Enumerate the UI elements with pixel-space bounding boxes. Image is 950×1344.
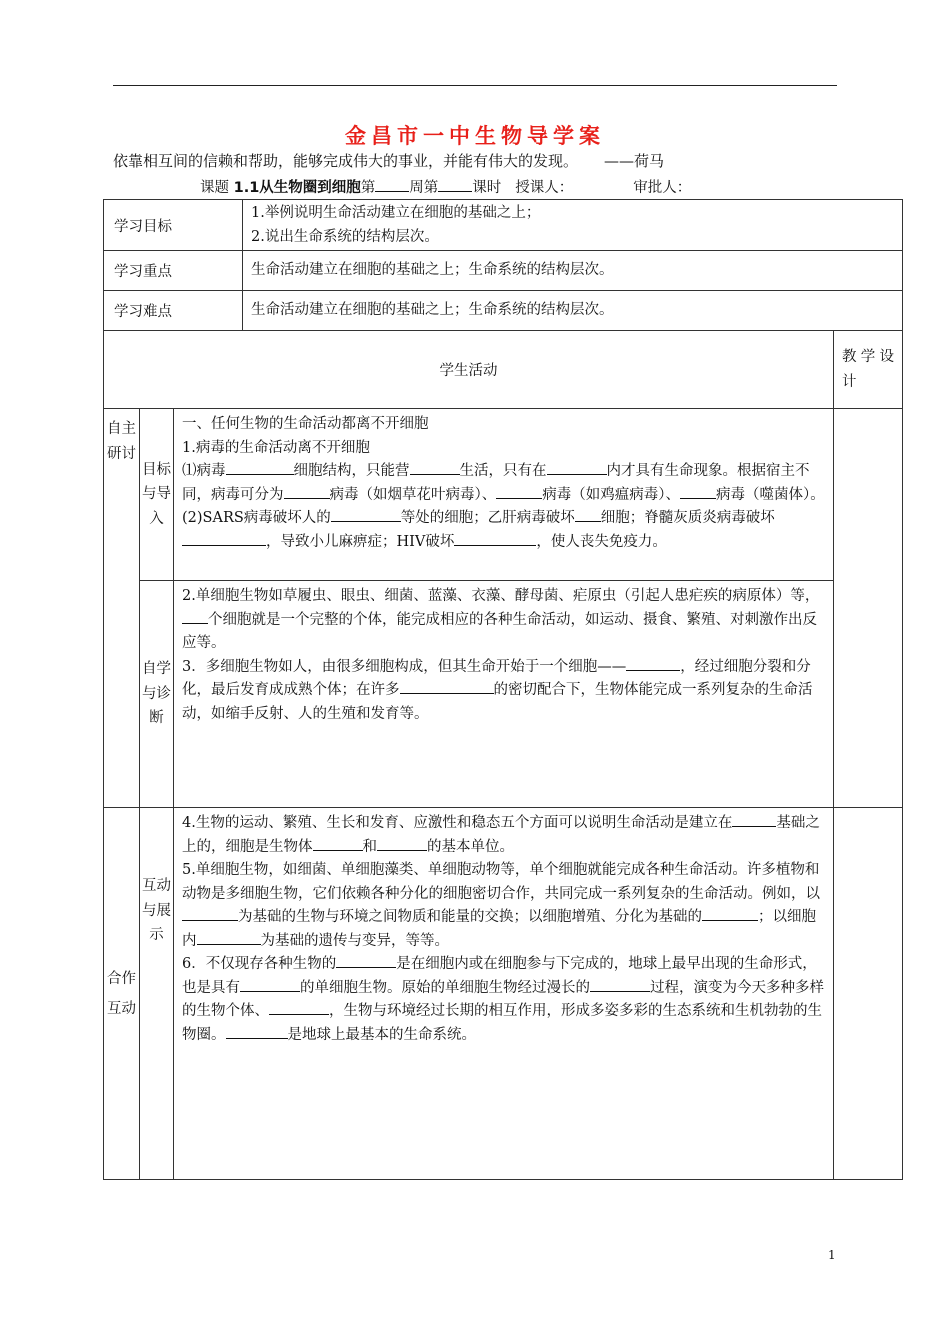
motto-text: 依靠相互间的信赖和帮助，能够完成伟大的事业，并能有伟大的发现。: [113, 152, 579, 170]
goal-content: [243, 200, 903, 251]
lesson-title: 1.1从生物圈到细胞: [233, 180, 361, 196]
q1-blank-3[interactable]: [547, 460, 607, 475]
week-prefix: 第: [360, 180, 376, 196]
section1-row-b: [104, 581, 903, 808]
section2-content: [174, 808, 834, 1180]
q2-text-e: ，使人丧失免疫力。: [536, 533, 667, 550]
q2-text-b: 等处的细胞；乙肝病毒破坏: [400, 510, 575, 526]
motto-author: ——荷马: [604, 152, 665, 170]
student-activity-header: 学生活动: [104, 331, 834, 409]
teacher-label: 授课人：: [515, 180, 574, 196]
goal-row: [104, 200, 903, 251]
q7-blank-2[interactable]: [240, 977, 300, 992]
goal-label: 学习目标: [104, 200, 243, 251]
lesson-info-line: [200, 176, 691, 197]
q7-blank-1[interactable]: [336, 953, 396, 968]
subject-prefix: 课题: [200, 180, 229, 196]
q6-blank-1[interactable]: [182, 906, 238, 921]
section1-content-b: [174, 581, 834, 808]
section1-row-a: [104, 409, 903, 581]
q7-text-e: ，生物与环境经过长期的相互作用，形成多姿多彩的生态系统和生机勃勃的生物圈。: [182, 1003, 822, 1043]
key-content: 生命活动建立在细胞的基础之上；生命系统的结构层次。: [243, 251, 903, 291]
q7-text-d: 过程，演变为今天多种多样的生物个体、: [182, 979, 824, 1019]
teaching-design-header: 教学设计: [834, 331, 903, 409]
q2-blank-1[interactable]: [331, 507, 401, 522]
approver-label: 审批人：: [633, 180, 692, 196]
q6-text-c: ；以细胞内: [182, 909, 816, 949]
q7-blank-5[interactable]: [226, 1024, 288, 1039]
section2-row: [104, 808, 903, 1180]
section2-design-cell[interactable]: [834, 808, 903, 1180]
goal-item-2: 2.说出生命系统的结构层次。: [251, 228, 439, 245]
difficulty-row: [104, 291, 903, 331]
q6-text-d: 为基础的遗传与变异，等等。: [260, 932, 449, 949]
q1-blank-5[interactable]: [496, 484, 542, 499]
motto: [113, 150, 664, 171]
q1-blank-2[interactable]: [410, 460, 460, 475]
q1-text-f: 病毒（如鸡瘟病毒）、: [542, 486, 680, 503]
section1-heading: 一、任何生物的生命活动都离不开细胞: [182, 416, 429, 432]
section2-sub-label: 互动与展示: [140, 808, 174, 1180]
key-row: [104, 251, 903, 291]
q1-text-d: 内才具有生命现象。根据宿主不同，病毒可分为: [182, 463, 810, 503]
q7-text-b: 是在细胞内或在细胞参与下完成的，地球上最早出现的生命形式，也是具有: [182, 956, 817, 996]
q2-text-d: ，导致小儿麻痹症；HIV破坏: [266, 533, 455, 550]
difficulty-content: 生命活动建立在细胞的基础之上；生命系统的结构层次。: [243, 291, 903, 331]
q1-text-a: ⑴病毒: [182, 463, 226, 479]
q1-text-b: 细胞结构，只能营: [293, 463, 410, 479]
section1-sub2-label: 自学与诊断: [140, 581, 174, 808]
q5-text-d: 的基本单位。: [427, 838, 514, 855]
q5-blank-1[interactable]: [732, 812, 776, 827]
q7-text-a: 6．不仅现存各种生物的: [182, 956, 337, 972]
q7-blank-3[interactable]: [590, 977, 650, 992]
q2-blank-4[interactable]: [454, 531, 536, 546]
q2-text-a: (2)SARS病毒破坏人的: [182, 510, 331, 526]
q7-text-f: 是地球上最基本的生命系统。: [287, 1026, 476, 1043]
q6-text-a: 5.单细胞生物，如细菌、单细胞藻类、单细胞动物等，单个细胞就能完成各种生命活动。许多植物和动物是多细胞生物，它们依赖各种分化的细胞密切合作，共同完成一系列复杂的生命活动。例如，以: [182, 862, 820, 902]
goal-item-1: 1.举例说明生命活动建立在细胞的基础之上；: [251, 205, 541, 221]
q5-blank-2[interactable]: [313, 836, 363, 851]
header-rule: [113, 85, 837, 86]
section2-label: 合作互动: [104, 808, 140, 1180]
q1-blank-6[interactable]: [680, 484, 716, 499]
difficulty-label: 学习难点: [104, 291, 243, 331]
key-label: 学习重点: [104, 251, 243, 291]
q5-text-c: 和: [362, 838, 377, 855]
page-title: 金昌市一中生物导学案: [345, 124, 605, 148]
section1-content-a: [174, 409, 834, 581]
section1-label: 自主研讨: [104, 409, 140, 808]
q7-blank-4[interactable]: [269, 1000, 329, 1015]
section1-sub1-label: 目标与导入: [140, 409, 174, 581]
q2-text-c: 细胞；脊髓灰质炎病毒破坏: [600, 510, 775, 526]
q1-blank-4[interactable]: [284, 484, 330, 499]
q5-text-a: 4.生物的运动、繁殖、生长和发育、应激性和稳态五个方面可以说明生命活动是建立在: [182, 815, 733, 831]
q2-blank-2[interactable]: [575, 507, 601, 522]
q5-text-b: 基础之上的，细胞是生物体: [182, 815, 820, 855]
q1-text-e: 病毒（如烟草花叶病毒）、: [329, 486, 497, 503]
q6-text-b: 为基础的生物与环境之间物质和能量的交换；以细胞增殖、分化为基础的: [238, 909, 702, 925]
q4-text-b: ，经过细胞分裂和分化，最后发育成成熟个体；在许多: [182, 658, 811, 698]
q4-text-a: 3．多细胞生物如人，由很多细胞构成，但其生命开始于一个细胞——: [182, 658, 627, 675]
q1-text-g: 病毒（噬菌体）。: [716, 486, 825, 503]
q4-blank-2[interactable]: [400, 679, 494, 694]
q7-text-c: 的单细胞生物。原始的单细胞生物经过漫长的: [300, 979, 590, 996]
page-number: 1: [828, 1248, 836, 1262]
period-blank[interactable]: [438, 179, 472, 192]
week-blank[interactable]: [375, 179, 409, 192]
q3-text-a: 2.单细胞生物如草履虫、眼虫、细菌、蓝藻、衣藻、酵母菌、疟原虫（引起人患疟疾的病原体）等，: [182, 588, 820, 604]
q6-blank-2[interactable]: [702, 906, 758, 921]
column-header-row: [104, 331, 903, 409]
period-suffix: 课时: [472, 180, 502, 196]
worksheet-table: [103, 199, 903, 1180]
week-suffix: 周第: [409, 180, 439, 196]
q4-text-c: 的密切配合下，生物体能完成一系列复杂的生命活动，如缩手反射、人的生殖和发育等。: [182, 682, 813, 722]
q3-blank-1[interactable]: [182, 609, 208, 624]
q4-blank-1[interactable]: [626, 656, 680, 671]
q3-text-b: 个细胞就是一个完整的个体，能完成相应的各种生命活动，如运动、摄食、繁殖、对刺激作出反应等。: [182, 611, 817, 651]
q1-blank-1[interactable]: [226, 460, 294, 475]
q6-blank-3[interactable]: [197, 930, 261, 945]
q5-blank-3[interactable]: [377, 836, 427, 851]
q1-title: 1.病毒的生命活动离不开细胞: [182, 439, 370, 456]
q2-blank-3[interactable]: [182, 531, 266, 546]
section1-design-cell[interactable]: [834, 409, 903, 808]
q1-text-c: 生活，只有在: [459, 463, 547, 479]
